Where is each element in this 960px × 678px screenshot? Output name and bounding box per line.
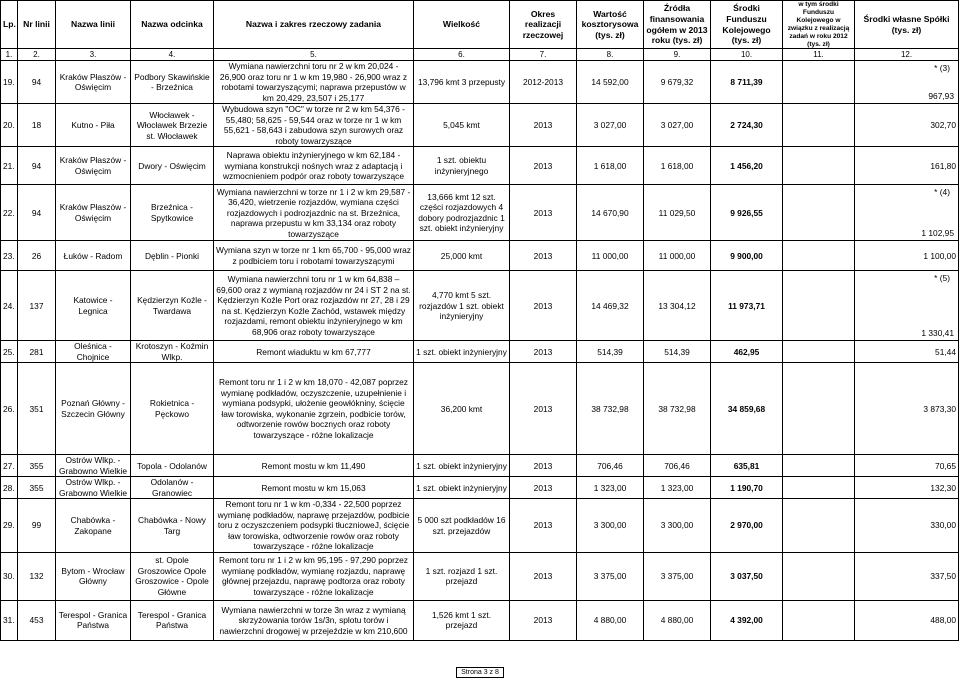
cell-fundusz-kolejowy: 635,81 [711,455,783,477]
cell-wartosc: 3 027,00 [577,104,644,147]
cell-zadanie: Remont toru nr 1 w km -0,334 - 22,500 poprzez wymianę podkładów, naprawę przejazdów, podbicie toru z oczyszczeniem podsypki tłucznioweJ, ścięcie ław torowiska, odtworzenie rowów oraz roboty towarzyszące - różne lokalizacje [214,499,414,553]
cell-srodki-wlasne-value: 1 102,95 [921,227,954,238]
cell-wartosc: 14 469,32 [577,271,644,341]
cell-lp: 31. [1,600,18,640]
cell-fundusz-2012 [783,477,855,499]
cell-nazwa-odcinka: Brzeźnica - Spytkowice [131,185,214,241]
cell-nazwa-odcinka: Podbory Skawińskie - Brzeźnica [131,61,214,104]
cell-zrodla: 706,46 [644,455,711,477]
cell-srodki-wlasne: 132,30 [855,477,959,499]
header-lp: Lp. [1,1,18,49]
cell-wielkosc: 5,045 kmt [414,104,510,147]
cell-nazwa-linii: Katowice - Legnica [56,271,131,341]
cell-fundusz-kolejowy: 2 724,30 [711,104,783,147]
table-row [1,104,959,147]
cell-fundusz-kolejowy: 11 973,71 [711,271,783,341]
cell-nr-linii: 355 [18,455,56,477]
cell-nr-linii: 137 [18,271,56,341]
cell-wielkosc: 1 szt. rozjazd 1 szt. przejazd [414,552,510,600]
cell-fundusz-kolejowy: 8 711,39 [711,61,783,104]
column-number-row [1,49,959,61]
cell-nazwa-linii: Kraków Płaszów - Oświęcim [56,61,131,104]
cell-fundusz-kolejowy: 3 037,50 [711,552,783,600]
cell-wartosc: 1 323,00 [577,477,644,499]
cell-srodki-wlasne [855,61,959,104]
cell-wartosc: 38 732,98 [577,363,644,455]
page-footer [0,667,960,678]
cell-wartosc: 706,46 [577,455,644,477]
cell-zadanie: Wybudowa szyn "OC" w torze nr 2 w km 54,376 - 55,480; 58,625 - 59,544 oraz w torze nr 1 w km 55,621 - 58,643 i zabudowa szyn surowych oraz roboty towarzyszące [214,104,414,147]
cell-nr-linii: 94 [18,147,56,185]
cell-wartosc: 14 670,90 [577,185,644,241]
cell-nr-linii: 132 [18,552,56,600]
cell-nazwa-odcinka: Włocławek - Włocławek Brzezie st. Włocławek [131,104,214,147]
cell-srodki-wlasne: 1 100,00 [855,241,959,271]
cell-fundusz-kolejowy: 34 859,68 [711,363,783,455]
cell-srodki-wlasne: 488,00 [855,600,959,640]
table-row [1,363,959,455]
cell-okres: 2012-2013 [510,61,577,104]
cell-okres: 2013 [510,552,577,600]
cell-okres: 2013 [510,104,577,147]
page-number: Strona 3 z 8 [456,667,504,678]
cell-nazwa-odcinka: Rokietnica - Pęckowo [131,363,214,455]
cell-fundusz-kolejowy: 2 970,00 [711,499,783,553]
cell-okres: 2013 [510,341,577,363]
cell-wartosc: 1 618,00 [577,147,644,185]
cell-zadanie: Remont mostu w km 15,063 [214,477,414,499]
table-body [1,61,959,641]
cell-srodki-wlasne: 3 873,30 [855,363,959,455]
cell-nazwa-linii: Łuków - Radom [56,241,131,271]
cell-wielkosc: 13,796 kmt 3 przepusty [414,61,510,104]
header-nazwa-linii: Nazwa linii [56,1,131,49]
cell-fundusz-kolejowy: 462,95 [711,341,783,363]
cell-nazwa-linii: Kutno - Piła [56,104,131,147]
cell-zadanie: Remont toru nr 1 i 2 w km 95,195 - 97,290 poprzez wymianę podkładów, wymianę rozjazdu, naprawę głównej przejazdu, naprawę podtorza oraz roboty towarzyszące - różne lokalizacje [214,552,414,600]
cell-nr-linii: 94 [18,185,56,241]
table-row [1,271,959,341]
cell-fundusz-2012 [783,499,855,553]
col-num: 1. [1,49,18,61]
cell-srodki-wlasne: 337,50 [855,552,959,600]
header-nr-linii: Nr linii [18,1,56,49]
cell-zadanie: Remont toru nr 1 i 2 w km 18,070 - 42,087 poprzez wymianę podkładów, oczyszczenie, uzupełnienie i wymiana podsypki, ułożenie geowłókniny, ścięcie ław torowiska, wykonanie zgrzein, podbicie torów, odtworzenie rowów bocznych oraz roboty towarzyszące - różne lokalizacje [214,363,414,455]
cell-okres: 2013 [510,455,577,477]
cell-srodki-wlasne [855,271,959,341]
header-zrodla: Źródła finansowania ogółem w 2013 roku (tys. zł) [644,1,711,49]
header-fundusz-kolejowy: Środki Funduszu Kolejowego (tys. zł) [711,1,783,49]
cell-nr-linii: 94 [18,61,56,104]
cell-okres: 2013 [510,271,577,341]
header-nazwa-zadania: Nazwa i zakres rzeczowy zadania [214,1,414,49]
cell-zrodla: 1 323,00 [644,477,711,499]
cell-nazwa-odcinka: Krotoszyn - Koźmin Wlkp. [131,341,214,363]
cell-nazwa-odcinka: Dwory - Oświęcim [131,147,214,185]
cell-wartosc: 4 880,00 [577,600,644,640]
cell-wielkosc: 4,770 kmt 5 szt. rozjazdów 1 szt. obiekt inżynieryjny [414,271,510,341]
cell-zadanie: Wymiana nawierzchni w torze nr 1 i 2 w km 29,587 - 36,420, wietrzenie rozjazdów, wymiana części rozjazdowych i podrozjazdnic na st. Brzeźnica, naprawa przepustu w km 33,134 oraz roboty towarzyszące [214,185,414,241]
cell-okres: 2013 [510,363,577,455]
cell-zrodla: 1 618,00 [644,147,711,185]
col-num: 11. [783,49,855,61]
cell-zadanie: Wymiana nawierzchni toru nr 2 w km 20,024 - 26,900 oraz toru nr 1 w km 19,980 - 26,900 wraz z robotami towarzyszącymi; naprawa przepustów w km 20,429, 23,507 i 25,177 [214,61,414,104]
cell-zadanie: Remont wiaduktu w km 67,777 [214,341,414,363]
cell-wartosc: 14 592,00 [577,61,644,104]
header-srodki-wlasne: Środki własne Spółki (tys. zł) [855,1,959,49]
cell-nazwa-odcinka: Kędzierzyn Koźle - Twardawa [131,271,214,341]
col-num: 8. [577,49,644,61]
cell-wielkosc: 1 szt. obiekt inżynieryjny [414,341,510,363]
cell-fundusz-2012 [783,147,855,185]
cell-zadanie: Remont mostu w km 11,490 [214,455,414,477]
cell-srodki-wlasne: 70,65 [855,455,959,477]
cell-fundusz-2012 [783,600,855,640]
header-nazwa-odcinka: Nazwa odcinka [131,1,214,49]
cell-okres: 2013 [510,600,577,640]
cell-lp: 30. [1,552,18,600]
cell-lp: 23. [1,241,18,271]
cell-nazwa-linii: Kraków Płaszów - Oświęcim [56,185,131,241]
cell-nazwa-odcinka: Odolanów - Granowiec [131,477,214,499]
table-row [1,552,959,600]
table-row [1,477,959,499]
col-num: 10. [711,49,783,61]
col-num: 4. [131,49,214,61]
cell-zadanie: Wymiana szyn w torze nr 1 km 65,700 - 95,000 wraz z podbiciem toru i robotami towarzyszącymi [214,241,414,271]
cell-zrodla: 3 300,00 [644,499,711,553]
cell-zadanie: Wymiana nawierzchni toru nr 1 w km 64,838 – 69,600 oraz z wymianą rozjazdów nr 24 i ST 2 na st. Kędzierzyn Koźle Port oraz rozjazdów nr 27, 28 i 29 na st. Kędzierzyn Koźle Zachód, wstawek między rozjazdami, remont obiektu inżynieryjnego w km 68,906 oraz roboty towarzyszące [214,271,414,341]
cell-fundusz-kolejowy: 1 456,20 [711,147,783,185]
cell-srodki-wlasne-value: 1 330,41 [921,327,954,338]
col-num: 2. [18,49,56,61]
col-num: 5. [214,49,414,61]
table-row [1,185,959,241]
footnote-marker: * (4) [934,187,950,198]
table-row [1,61,959,104]
cell-nr-linii: 281 [18,341,56,363]
col-num: 12. [855,49,959,61]
cell-lp: 26. [1,363,18,455]
cell-srodki-wlasne: 302,70 [855,104,959,147]
cell-wielkosc: 25,000 kmt [414,241,510,271]
header-row [1,1,959,49]
cell-fundusz-2012 [783,455,855,477]
cell-nazwa-odcinka: Terespol - Granica Państwa [131,600,214,640]
cell-fundusz-kolejowy: 9 900,00 [711,241,783,271]
cell-lp: 19. [1,61,18,104]
cell-lp: 28. [1,477,18,499]
cell-zadanie: Wymiana nawierzchni w torze 3n wraz z wymianą skrzyżowania torów 1s/3n, splotu torów i nawierzchni drogowej w przejeździe w km 210,600 [214,600,414,640]
cell-nr-linii: 18 [18,104,56,147]
cell-wielkosc: 36,200 kmt [414,363,510,455]
footnote-marker: * (3) [934,63,950,74]
footnote-marker: * (5) [934,273,950,284]
cell-fundusz-2012 [783,363,855,455]
cell-zrodla: 13 304,12 [644,271,711,341]
cell-wielkosc: 1 szt. obiekt inżynieryjny [414,455,510,477]
cell-zrodla: 3 027,00 [644,104,711,147]
cell-okres: 2013 [510,477,577,499]
table-row [1,455,959,477]
cell-wielkosc: 5 000 szt podkładów 16 szt. przejazdów [414,499,510,553]
cell-srodki-wlasne [855,185,959,241]
cell-nr-linii: 99 [18,499,56,553]
cell-fundusz-2012 [783,341,855,363]
cell-fundusz-kolejowy: 1 190,70 [711,477,783,499]
cell-fundusz-2012 [783,552,855,600]
cell-nazwa-odcinka: Topola - Odolanów [131,455,214,477]
cell-zrodla: 11 000,00 [644,241,711,271]
cell-fundusz-kolejowy: 9 926,55 [711,185,783,241]
cell-nr-linii: 351 [18,363,56,455]
cell-srodki-wlasne-value: 967,93 [928,90,954,101]
cell-fundusz-2012 [783,185,855,241]
cell-zrodla: 9 679,32 [644,61,711,104]
cell-okres: 2013 [510,185,577,241]
cell-wielkosc: 1 szt. obiektu inżynieryjnego [414,147,510,185]
cell-lp: 25. [1,341,18,363]
cell-okres: 2013 [510,147,577,185]
header-wartosc: Wartość kosztorysowa (tys. zł) [577,1,644,49]
cell-wielkosc: 13,666 kmt 12 szt. części rozjazdowych 4 dobory podrozjazdnic 1 szt. obiekt inżynieryjny [414,185,510,241]
cell-lp: 24. [1,271,18,341]
cell-nr-linii: 26 [18,241,56,271]
cell-fundusz-2012 [783,271,855,341]
col-num: 7. [510,49,577,61]
cell-wartosc: 3 300,00 [577,499,644,553]
header-okres: Okres realizacji rzeczowej [510,1,577,49]
table-row [1,241,959,271]
cell-nazwa-linii: Kraków Płaszów - Oświęcim [56,147,131,185]
cell-nazwa-linii: Oleśnica - Chojnice [56,341,131,363]
cell-nazwa-linii: Poznań Główny - Szczecin Główny [56,363,131,455]
cell-srodki-wlasne: 161,80 [855,147,959,185]
cell-nazwa-odcinka: st. Opole Groszowice Opole Groszowice - Opole Główne [131,552,214,600]
cell-srodki-wlasne: 330,00 [855,499,959,553]
table-row [1,341,959,363]
cell-lp: 22. [1,185,18,241]
cell-nazwa-odcinka: Dęblin - Pionki [131,241,214,271]
cell-nazwa-linii: Terespol - Granica Państwa [56,600,131,640]
cell-zrodla: 11 029,50 [644,185,711,241]
cell-zrodla: 38 732,98 [644,363,711,455]
cell-nazwa-odcinka: Chabówka - Nowy Targ [131,499,214,553]
cell-wartosc: 11 000,00 [577,241,644,271]
cell-zrodla: 4 880,00 [644,600,711,640]
cell-fundusz-kolejowy: 4 392,00 [711,600,783,640]
cell-wielkosc: 1,526 kmt 1 szt. przejazd [414,600,510,640]
header-wielkosc: Wielkość [414,1,510,49]
table-row [1,147,959,185]
cell-fundusz-2012 [783,104,855,147]
cell-zadanie: Naprawa obiektu inżynieryjnego w km 62,184 - wymiana konstrukcji nośnych wraz z adaptacją i wzmocnieniem podpór oraz roboty towarzyszące [214,147,414,185]
cell-fundusz-2012 [783,241,855,271]
cell-zrodla: 3 375,00 [644,552,711,600]
cell-wartosc: 3 375,00 [577,552,644,600]
cell-nazwa-linii: Ostrów Wlkp. - Grabowno Wielkie [56,455,131,477]
cell-nazwa-linii: Ostrów Wlkp. - Grabowno Wielkie [56,477,131,499]
cell-nr-linii: 453 [18,600,56,640]
cell-okres: 2013 [510,499,577,553]
cell-okres: 2013 [510,241,577,271]
cell-lp: 21. [1,147,18,185]
table-row [1,600,959,640]
cell-wartosc: 514,39 [577,341,644,363]
cell-zrodla: 514,39 [644,341,711,363]
col-num: 3. [56,49,131,61]
cell-lp: 27. [1,455,18,477]
cell-srodki-wlasne: 51,44 [855,341,959,363]
col-num: 9. [644,49,711,61]
cell-lp: 20. [1,104,18,147]
cell-wielkosc: 1 szt. obiekt inżynieryjny [414,477,510,499]
cell-nazwa-linii: Chabówka - Zakopane [56,499,131,553]
col-num: 6. [414,49,510,61]
header-fundusz-2012: w tym środki Funduszu Kolejowego w związku z realizacją zadań w roku 2012 (tys. zł) [783,1,855,49]
cell-nr-linii: 355 [18,477,56,499]
table-row [1,499,959,553]
cell-nazwa-linii: Bytom - Wrocław Główny [56,552,131,600]
cell-lp: 29. [1,499,18,553]
cell-fundusz-2012 [783,61,855,104]
